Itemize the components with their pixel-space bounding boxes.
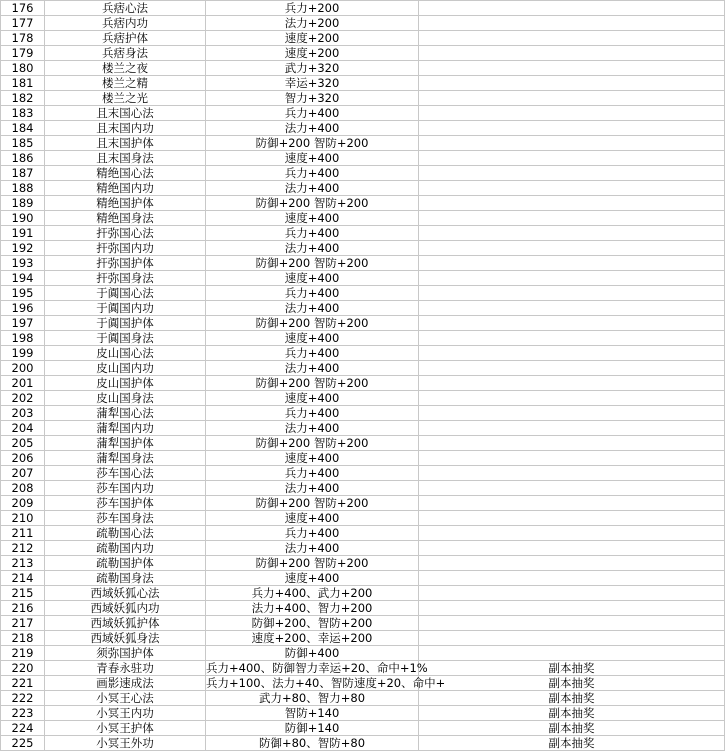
skill-effect-cell[interactable]: 速度+400 — [206, 571, 419, 586]
row-id-cell[interactable]: 225 — [1, 736, 45, 751]
table-row — [1, 676, 725, 691]
table-row — [1, 361, 725, 376]
table-row — [1, 556, 725, 571]
skill-effect-cell[interactable]: 武力+320 — [206, 61, 419, 76]
row-id-cell[interactable]: 216 — [1, 601, 45, 616]
skill-name-cell[interactable]: 小冥王心法 — [45, 691, 206, 706]
table-row — [1, 301, 725, 316]
skill-name-cell[interactable]: 兵痞身法 — [45, 46, 206, 61]
table-row — [1, 91, 725, 106]
skill-name-cell[interactable]: 精绝国身法 — [45, 211, 206, 226]
row-id-cell[interactable]: 217 — [1, 616, 45, 631]
table-row — [1, 436, 725, 451]
skill-name-cell[interactable]: 扞弥国身法 — [45, 271, 206, 286]
skill-name-cell[interactable]: 扞弥国心法 — [45, 226, 206, 241]
table-row — [1, 526, 725, 541]
skill-effect-cell[interactable]: 速度+400 — [206, 331, 419, 346]
skill-name-cell[interactable]: 疏勒国内功 — [45, 541, 206, 556]
row-id-cell[interactable]: 194 — [1, 271, 45, 286]
skill-name-cell[interactable]: 皮山国内功 — [45, 361, 206, 376]
skill-name-cell[interactable]: 蒲犁国内功 — [45, 421, 206, 436]
skill-source-cell[interactable] — [419, 481, 725, 496]
skill-name-cell[interactable]: 疏勒国护体 — [45, 556, 206, 571]
row-id-cell[interactable]: 206 — [1, 451, 45, 466]
table-row — [1, 106, 725, 121]
row-id-cell[interactable]: 182 — [1, 91, 45, 106]
skill-effect-cell[interactable]: 法力+400 — [206, 301, 419, 316]
skill-effect-cell[interactable]: 防御+200 智防+200 — [206, 376, 419, 391]
row-id-cell[interactable]: 199 — [1, 346, 45, 361]
skill-source-cell[interactable] — [419, 451, 725, 466]
row-id-cell[interactable]: 224 — [1, 721, 45, 736]
skill-source-cell[interactable] — [419, 556, 725, 571]
row-id-cell[interactable]: 193 — [1, 256, 45, 271]
row-id-cell[interactable]: 187 — [1, 166, 45, 181]
skill-source-cell[interactable] — [419, 256, 725, 271]
skill-source-cell[interactable] — [419, 361, 725, 376]
row-id-cell[interactable]: 188 — [1, 181, 45, 196]
table-row — [1, 586, 725, 601]
row-id-cell[interactable]: 179 — [1, 46, 45, 61]
row-id-cell[interactable]: 197 — [1, 316, 45, 331]
skill-effect-cell[interactable]: 速度+200、幸运+200 — [206, 631, 419, 646]
row-id-cell[interactable]: 207 — [1, 466, 45, 481]
row-id-cell[interactable]: 222 — [1, 691, 45, 706]
row-id-cell[interactable]: 223 — [1, 706, 45, 721]
skill-source-cell[interactable] — [419, 286, 725, 301]
table-row — [1, 316, 725, 331]
row-id-cell[interactable]: 213 — [1, 556, 45, 571]
skill-source-cell[interactable]: 副本抽奖 — [419, 721, 725, 736]
table-row — [1, 736, 725, 751]
row-id-cell[interactable]: 219 — [1, 646, 45, 661]
table-row — [1, 481, 725, 496]
skill-source-cell[interactable] — [419, 526, 725, 541]
row-id-cell[interactable]: 221 — [1, 676, 45, 691]
skill-source-cell[interactable] — [419, 541, 725, 556]
skill-source-cell[interactable] — [419, 211, 725, 226]
skill-name-cell[interactable]: 扞弥国护体 — [45, 256, 206, 271]
skill-source-cell[interactable] — [419, 1, 725, 16]
row-id-cell[interactable]: 205 — [1, 436, 45, 451]
table-row — [1, 61, 725, 76]
table-row — [1, 196, 725, 211]
skill-effect-cell[interactable]: 法力+400 — [206, 541, 419, 556]
skill-effect-cell[interactable]: 防御+140 — [206, 721, 419, 736]
skill-name-cell[interactable]: 小冥王护体 — [45, 721, 206, 736]
row-id-cell[interactable]: 215 — [1, 586, 45, 601]
row-id-cell[interactable]: 185 — [1, 136, 45, 151]
row-id-cell[interactable]: 189 — [1, 196, 45, 211]
table-row — [1, 706, 725, 721]
skill-effect-cell[interactable]: 法力+400 — [206, 481, 419, 496]
table-row — [1, 721, 725, 736]
skill-effect-cell[interactable]: 法力+400 — [206, 241, 419, 256]
skill-effect-cell[interactable]: 防御+200 智防+200 — [206, 196, 419, 211]
skill-source-cell[interactable]: 副本抽奖 — [419, 676, 725, 691]
row-id-cell[interactable]: 201 — [1, 376, 45, 391]
skill-effect-cell[interactable]: 速度+400 — [206, 151, 419, 166]
skill-source-cell[interactable] — [419, 136, 725, 151]
row-id-cell[interactable]: 218 — [1, 631, 45, 646]
skill-source-cell[interactable] — [419, 466, 725, 481]
table-row — [1, 631, 725, 646]
skill-name-cell[interactable]: 蒲犁国护体 — [45, 436, 206, 451]
row-id-cell[interactable]: 176 — [1, 1, 45, 16]
row-id-cell[interactable]: 184 — [1, 121, 45, 136]
skill-source-cell[interactable] — [419, 391, 725, 406]
table-row — [1, 496, 725, 511]
skill-name-cell[interactable]: 皮山国护体 — [45, 376, 206, 391]
skill-effect-cell[interactable]: 幸运+320 — [206, 76, 419, 91]
skill-source-cell[interactable] — [419, 196, 725, 211]
skill-effect-cell[interactable]: 兵力+200 — [206, 1, 419, 16]
skill-source-cell[interactable] — [419, 271, 725, 286]
table-row — [1, 601, 725, 616]
row-id-cell[interactable]: 181 — [1, 76, 45, 91]
row-id-cell[interactable]: 178 — [1, 31, 45, 46]
skill-name-cell[interactable]: 于阗国护体 — [45, 316, 206, 331]
table-row — [1, 511, 725, 526]
skill-name-cell[interactable]: 且末国护体 — [45, 136, 206, 151]
skill-effect-cell[interactable]: 防御+80、智防+80 — [206, 736, 419, 751]
skill-name-cell[interactable]: 于阗国心法 — [45, 286, 206, 301]
skill-name-cell[interactable]: 楼兰之夜 — [45, 61, 206, 76]
skill-source-cell[interactable] — [419, 106, 725, 121]
skill-name-cell[interactable]: 兵痞内功 — [45, 16, 206, 31]
skill-effect-cell[interactable]: 防御+200 智防+200 — [206, 136, 419, 151]
skill-source-cell[interactable] — [419, 316, 725, 331]
skill-effect-cell[interactable]: 速度+400 — [206, 391, 419, 406]
table-row — [1, 421, 725, 436]
skill-name-cell[interactable]: 蒲犁国心法 — [45, 406, 206, 421]
table-row — [1, 466, 725, 481]
skill-source-cell[interactable] — [419, 331, 725, 346]
table-row — [1, 271, 725, 286]
skill-effect-cell[interactable]: 法力+400 — [206, 421, 419, 436]
skill-name-cell[interactable]: 疏勒国身法 — [45, 571, 206, 586]
skill-name-cell[interactable]: 于阗国身法 — [45, 331, 206, 346]
table-row — [1, 691, 725, 706]
table-row — [1, 391, 725, 406]
skill-name-cell[interactable]: 西域妖狐身法 — [45, 631, 206, 646]
skill-source-cell[interactable]: 副本抽奖 — [419, 736, 725, 751]
table-row — [1, 616, 725, 631]
skill-name-cell[interactable]: 于阗国内功 — [45, 301, 206, 316]
skill-name-cell[interactable]: 西域妖狐心法 — [45, 586, 206, 601]
table-row — [1, 541, 725, 556]
table-row — [1, 286, 725, 301]
skill-effect-cell[interactable]: 兵力+400、武力+200 — [206, 586, 419, 601]
skill-table-body — [1, 1, 725, 751]
skill-name-cell[interactable]: 楼兰之精 — [45, 76, 206, 91]
skill-name-cell[interactable]: 莎车国护体 — [45, 496, 206, 511]
skill-name-cell[interactable]: 兵痞心法 — [45, 1, 206, 16]
skill-source-cell[interactable] — [419, 46, 725, 61]
skill-effect-cell[interactable]: 兵力+400 — [206, 166, 419, 181]
row-id-cell[interactable]: 195 — [1, 286, 45, 301]
skill-source-cell[interactable] — [419, 586, 725, 601]
skill-name-cell[interactable]: 须弥国护体 — [45, 646, 206, 661]
row-id-cell[interactable]: 183 — [1, 106, 45, 121]
skill-source-cell[interactable] — [419, 376, 725, 391]
skill-source-cell[interactable] — [419, 181, 725, 196]
skill-effect-cell[interactable]: 速度+400 — [206, 271, 419, 286]
table-row — [1, 346, 725, 361]
skill-name-cell[interactable]: 且末国身法 — [45, 151, 206, 166]
skill-source-cell[interactable]: 副本抽奖 — [419, 706, 725, 721]
skill-effect-cell[interactable]: 兵力+100、法力+40、智防速度+20、命中+ — [206, 676, 446, 690]
skill-source-cell[interactable]: 副本抽奖 — [419, 661, 725, 676]
skill-effect-cell[interactable]: 法力+200 — [206, 16, 419, 31]
row-id-cell[interactable]: 191 — [1, 226, 45, 241]
table-row — [1, 451, 725, 466]
table-row — [1, 646, 725, 661]
row-id-cell[interactable]: 177 — [1, 16, 45, 31]
table-row — [1, 166, 725, 181]
skill-name-cell[interactable]: 西域妖狐护体 — [45, 616, 206, 631]
table-row — [1, 571, 725, 586]
table-row — [1, 76, 725, 91]
skill-name-cell[interactable]: 画影速成法 — [45, 676, 206, 691]
skill-source-cell[interactable] — [419, 76, 725, 91]
skill-name-cell[interactable]: 莎车国身法 — [45, 511, 206, 526]
skill-source-cell[interactable] — [419, 166, 725, 181]
skill-effect-cell[interactable]: 法力+400 — [206, 121, 419, 136]
table-row — [1, 376, 725, 391]
skill-source-cell[interactable] — [419, 421, 725, 436]
skill-name-cell[interactable]: 西域妖狐内功 — [45, 601, 206, 616]
skill-name-cell[interactable]: 兵痞护体 — [45, 31, 206, 46]
skill-effect-cell[interactable]: 兵力+400 — [206, 526, 419, 541]
table-row — [1, 256, 725, 271]
skill-source-cell[interactable] — [419, 571, 725, 586]
skill-name-cell[interactable]: 皮山国心法 — [45, 346, 206, 361]
skill-source-cell[interactable] — [419, 436, 725, 451]
table-row — [1, 46, 725, 61]
skill-effect-cell[interactable]: 兵力+400 — [206, 106, 419, 121]
skill-name-cell[interactable]: 楼兰之光 — [45, 91, 206, 106]
table-row — [1, 406, 725, 421]
row-id-cell[interactable]: 186 — [1, 151, 45, 166]
skill-source-cell[interactable] — [419, 31, 725, 46]
skill-effect-cell[interactable]: 法力+400 — [206, 361, 419, 376]
row-id-cell[interactable]: 200 — [1, 361, 45, 376]
skill-source-cell[interactable] — [419, 16, 725, 31]
skill-source-cell[interactable] — [419, 601, 725, 616]
skill-source-cell[interactable] — [419, 121, 725, 136]
skill-source-cell[interactable] — [419, 616, 725, 631]
row-id-cell[interactable]: 204 — [1, 421, 45, 436]
skill-effect-cell[interactable]: 兵力+400 — [206, 346, 419, 361]
table-row — [1, 1, 725, 16]
skill-name-cell[interactable]: 且末国心法 — [45, 106, 206, 121]
skill-source-cell[interactable] — [419, 226, 725, 241]
skill-source-cell[interactable] — [419, 241, 725, 256]
table-row — [1, 121, 725, 136]
row-id-cell[interactable]: 210 — [1, 511, 45, 526]
skill-source-cell[interactable] — [419, 631, 725, 646]
skill-name-cell[interactable]: 莎车国心法 — [45, 466, 206, 481]
table-row — [1, 151, 725, 166]
table-row — [1, 16, 725, 31]
table-row — [1, 661, 725, 676]
table-row — [1, 211, 725, 226]
row-id-cell[interactable]: 202 — [1, 391, 45, 406]
table-row — [1, 331, 725, 346]
skill-source-cell[interactable] — [419, 346, 725, 361]
row-id-cell[interactable]: 203 — [1, 406, 45, 421]
skill-name-cell[interactable]: 精绝国心法 — [45, 166, 206, 181]
row-id-cell[interactable]: 192 — [1, 241, 45, 256]
skill-name-cell[interactable]: 精绝国护体 — [45, 196, 206, 211]
skill-effect-cell[interactable]: 防御+200 智防+200 — [206, 496, 419, 511]
skill-source-cell[interactable] — [419, 151, 725, 166]
skill-source-cell[interactable] — [419, 301, 725, 316]
skill-effect-cell[interactable]: 法力+400、智力+200 — [206, 601, 419, 616]
skill-effect-cell[interactable]: 防御+200 智防+200 — [206, 316, 419, 331]
skill-name-cell[interactable]: 蒲犁国身法 — [45, 451, 206, 466]
skill-effect-cell[interactable]: 速度+200 — [206, 31, 419, 46]
skill-effect-cell[interactable]: 法力+400 — [206, 181, 419, 196]
row-id-cell[interactable]: 212 — [1, 541, 45, 556]
skill-effect-cell[interactable]: 防御+200 智防+200 — [206, 436, 419, 451]
skill-effect-cell[interactable]: 速度+400 — [206, 451, 419, 466]
skill-source-cell[interactable] — [419, 61, 725, 76]
skill-source-cell[interactable] — [419, 91, 725, 106]
skill-effect-cell[interactable]: 速度+200 — [206, 46, 419, 61]
skill-effect-cell[interactable]: 智防+140 — [206, 706, 419, 721]
skill-effect-cell[interactable]: 防御+400 — [206, 646, 419, 661]
table-row — [1, 31, 725, 46]
skill-name-cell[interactable]: 小冥王内功 — [45, 706, 206, 721]
skill-name-cell[interactable]: 青春永驻功 — [45, 661, 206, 676]
row-id-cell[interactable]: 198 — [1, 331, 45, 346]
table-row — [1, 136, 725, 151]
skill-source-cell[interactable]: 副本抽奖 — [419, 691, 725, 706]
skill-source-cell[interactable] — [419, 406, 725, 421]
skill-effect-cell[interactable]: 兵力+400 — [206, 286, 419, 301]
skill-effect-cell[interactable]: 防御+200 智防+200 — [206, 556, 419, 571]
skill-effect-cell[interactable]: 速度+400 — [206, 211, 419, 226]
skill-effect-cell[interactable]: 智力+320 — [206, 91, 419, 106]
skill-name-cell[interactable]: 精绝国内功 — [45, 181, 206, 196]
skill-name-cell[interactable]: 疏勒国心法 — [45, 526, 206, 541]
table-row — [1, 226, 725, 241]
row-id-cell[interactable]: 220 — [1, 661, 45, 676]
skill-effect-cell[interactable]: 速度+400 — [206, 511, 419, 526]
table-row — [1, 241, 725, 256]
row-id-cell[interactable]: 209 — [1, 496, 45, 511]
table-row — [1, 181, 725, 196]
skill-name-cell[interactable]: 皮山国身法 — [45, 391, 206, 406]
skill-source-cell[interactable] — [419, 511, 725, 526]
row-id-cell[interactable]: 208 — [1, 481, 45, 496]
skill-effect-cell[interactable]: 兵力+400 — [206, 466, 419, 481]
row-id-cell[interactable]: 180 — [1, 61, 45, 76]
skill-effect-cell[interactable]: 兵力+400、防御智力幸运+20、命中+1% — [206, 661, 428, 675]
skill-effect-cell[interactable]: 兵力+400 — [206, 406, 419, 421]
skill-name-cell[interactable]: 小冥王外功 — [45, 736, 206, 751]
skill-effect-cell[interactable]: 防御+200 智防+200 — [206, 256, 419, 271]
skill-effect-cell[interactable]: 兵力+400 — [206, 226, 419, 241]
skill-effect-cell[interactable]: 防御+200、智防+200 — [206, 616, 419, 631]
row-id-cell[interactable]: 214 — [1, 571, 45, 586]
skill-name-cell[interactable]: 扞弥国内功 — [45, 241, 206, 256]
skill-name-cell[interactable]: 莎车国内功 — [45, 481, 206, 496]
skill-effect-cell[interactable]: 武力+80、智力+80 — [206, 691, 419, 706]
row-id-cell[interactable]: 211 — [1, 526, 45, 541]
row-id-cell[interactable]: 190 — [1, 211, 45, 226]
skill-name-cell[interactable]: 且末国内功 — [45, 121, 206, 136]
skill-source-cell[interactable] — [419, 496, 725, 511]
row-id-cell[interactable]: 196 — [1, 301, 45, 316]
skill-source-cell[interactable] — [419, 646, 725, 661]
